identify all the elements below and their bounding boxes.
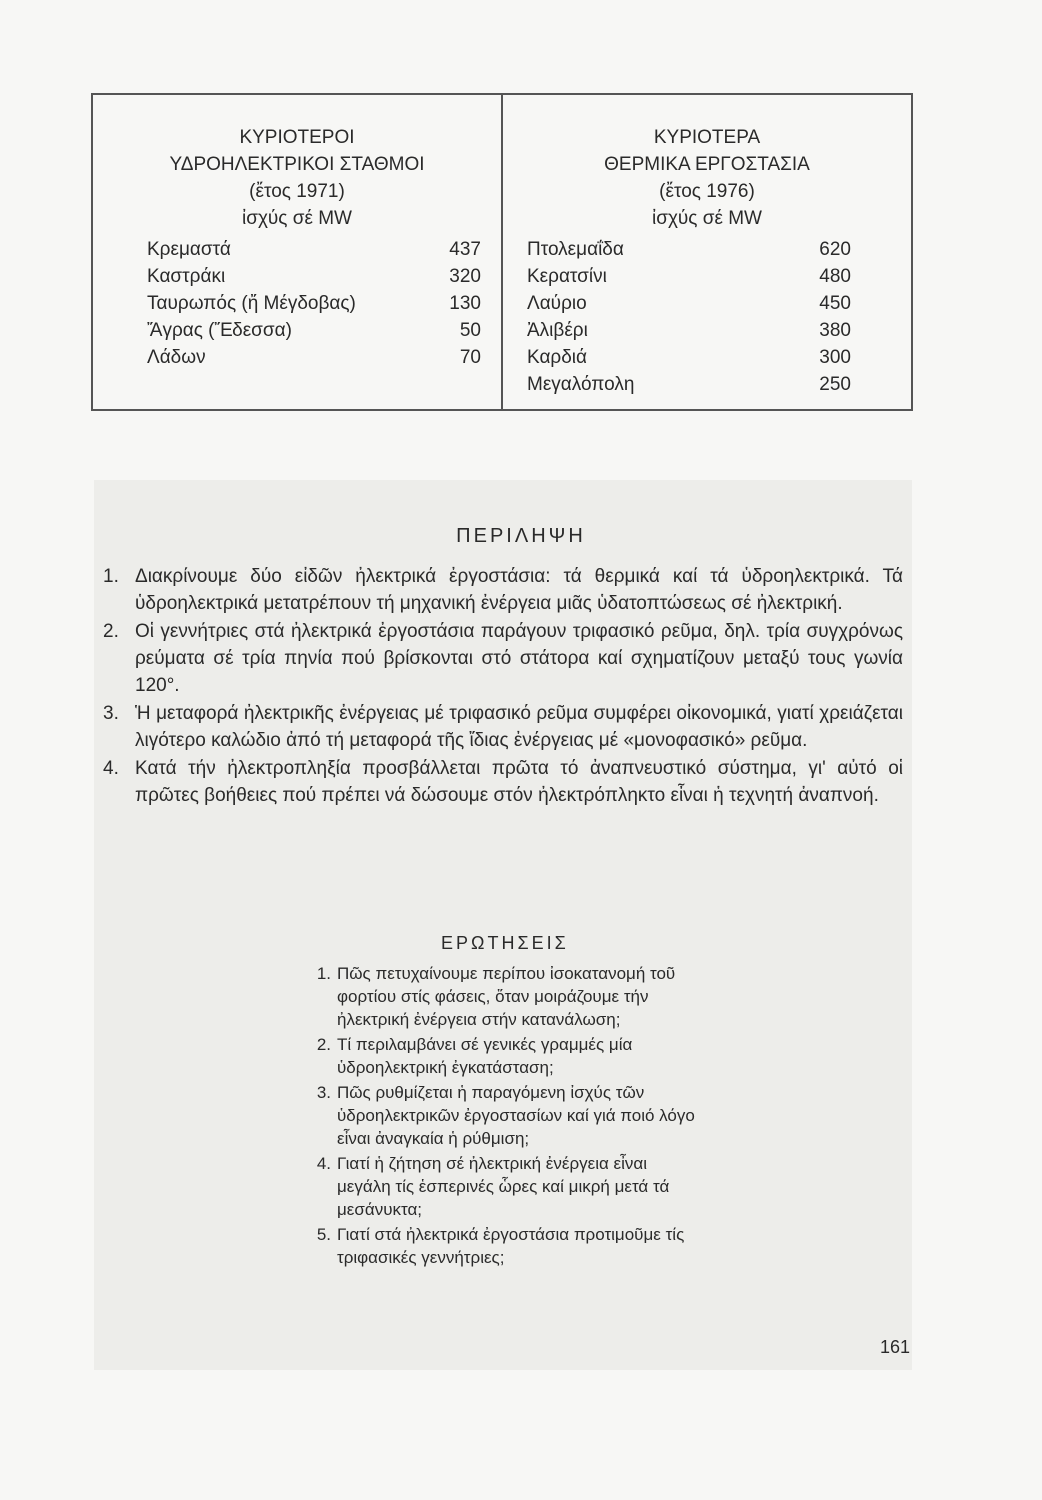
thermal-title-line: ΚΥΡΙΟΤΕΡΑ bbox=[653, 127, 761, 148]
questions-list bbox=[300, 962, 695, 1271]
question-text: Πῶς ρυθμίζεται ἡ παραγόμενη ἰσχύς τῶν ὑδροηλεκτρικῶν ἐργοστασίων καί γιά ποιό λόγο εἶναι ἀναγκαία ἡ ρύθμιση; bbox=[337, 1083, 695, 1148]
item-text: Οἱ γεννήτριες στά ἠλεκτρικά ἐργοστάσια παράγουν τριφασικό ρεῦμα, δηλ. τρία συγχρόνως ρεύματα σέ τρία πηνία πού βρίσκονται στό στάτορα καί σχηματίζουν μεταξύ τους γωνία 120°. bbox=[135, 621, 903, 696]
hydro-stations-column bbox=[93, 95, 503, 409]
plant-power: 250 bbox=[819, 374, 851, 395]
plant-power: 450 bbox=[819, 293, 851, 314]
question-text: Πῶς πετυχαίνουμε περίπου ἰσοκατανομή τοῦ φορτίου στίς φάσεις, ὅταν μοιράζουμε τήν ἠλεκτρική ἐνέργεια στήν κατανάλωση; bbox=[337, 964, 676, 1029]
list-item bbox=[103, 618, 903, 699]
questions-heading: ΕΡΩΤΗΣΕΙΣ bbox=[441, 933, 569, 953]
table-row bbox=[527, 236, 851, 263]
list-item bbox=[300, 1223, 695, 1269]
table-row bbox=[527, 344, 851, 371]
list-item bbox=[300, 1081, 695, 1150]
page-number: 161 bbox=[880, 1337, 911, 1357]
station-name: Λάδων bbox=[147, 347, 206, 368]
thermal-plants-column bbox=[503, 95, 911, 409]
table-row bbox=[147, 344, 481, 371]
thermal-header bbox=[503, 124, 911, 232]
plant-name: Καρδιά bbox=[527, 347, 588, 368]
table-row bbox=[147, 236, 481, 263]
plant-power: 480 bbox=[819, 266, 851, 287]
summary-heading: ΠΕΡΙΛΗΨΗ bbox=[456, 525, 586, 547]
question-number: 2. bbox=[316, 1035, 331, 1054]
table-row bbox=[527, 290, 851, 317]
hydro-title-line: ΥΔΡΟΗΛΕΚΤΡΙΚΟΙ ΣΤΑΘΜΟΙ bbox=[169, 154, 425, 175]
station-name: Ἄγρας (Ἔδεσσα) bbox=[147, 320, 292, 341]
question-text: Γιατί ἡ ζήτηση σέ ἠλεκτρική ἐνέργεια εἶναι μεγάλη τίς ἑσπερινές ὧρες καί μικρή μετά τά μεσάνυκτα; bbox=[337, 1154, 670, 1219]
list-item bbox=[103, 755, 903, 809]
station-name: Κρεμαστά bbox=[147, 239, 231, 260]
hydro-header bbox=[93, 124, 501, 232]
station-name: Καστράκι bbox=[147, 266, 226, 287]
thermal-title-line: ἰσχύς σέ MW bbox=[652, 208, 762, 229]
item-text: Διακρίνουμε δύο εἰδῶν ἠλεκτρικά ἐργοστάσια: τά θερμικά καί τά ὑδροηλεκτρικά. Τά ὑδροηλεκτρικά μετατρέπουν τή μηχανική ἐνέργεια μιᾶς ὑδατοπτώσεως σέ ἠλεκτρική. bbox=[135, 566, 903, 614]
question-number: 1. bbox=[316, 964, 331, 983]
plant-power: 620 bbox=[819, 239, 851, 260]
item-text: Κατά τήν ἠλεκτροπληξία προσβάλλεται πρῶτα τό ἀναπνευστικό σύστημα, γι' αὐτό οἱ πρῶτες βοήθειες πού πρέπει νά δώσουμε στόν ἠλεκτρόπληκτο εἶναι ἡ τεχνητή ἀναπνοή. bbox=[135, 758, 903, 806]
list-item bbox=[300, 1152, 695, 1221]
question-number: 5. bbox=[316, 1225, 331, 1244]
hydro-title-line: (ἔτος 1971) bbox=[249, 181, 345, 202]
table-row bbox=[147, 317, 481, 344]
station-power: 70 bbox=[459, 347, 481, 368]
station-power: 437 bbox=[449, 239, 481, 260]
item-number: 3. bbox=[103, 703, 119, 724]
power-stations-table bbox=[91, 93, 913, 411]
table-row bbox=[147, 290, 481, 317]
hydro-title-line: ΚΥΡΙΟΤΕΡΟΙ bbox=[239, 127, 355, 148]
station-power: 320 bbox=[449, 266, 481, 287]
station-name: Ταυρωπός (ἤ Μέγδοβας) bbox=[147, 293, 356, 314]
plant-name: Λαύριο bbox=[527, 293, 587, 314]
item-number: 2. bbox=[103, 621, 119, 642]
item-number: 4. bbox=[103, 758, 119, 779]
plant-name: Κερατσίνι bbox=[527, 266, 607, 287]
plant-power: 380 bbox=[819, 320, 851, 341]
list-item bbox=[103, 700, 903, 754]
plant-name: Μεγαλόπολη bbox=[527, 374, 635, 395]
plant-power: 300 bbox=[819, 347, 851, 368]
thermal-title-line: ΘΕΡΜΙΚΑ ΕΡΓΟΣΤΑΣΙΑ bbox=[604, 154, 810, 175]
list-item bbox=[103, 563, 903, 617]
table-row bbox=[527, 317, 851, 344]
item-number: 1. bbox=[103, 566, 119, 587]
hydro-title-line: ἰσχύς σέ MW bbox=[242, 208, 352, 229]
thermal-title-line: (ἔτος 1976) bbox=[659, 181, 755, 202]
list-item bbox=[300, 1033, 695, 1079]
question-number: 4. bbox=[316, 1154, 331, 1173]
table-row bbox=[527, 371, 851, 398]
plant-name: Ἀλιβέρι bbox=[527, 320, 588, 341]
plant-name: Πτολεμαΐδα bbox=[527, 239, 624, 260]
question-text: Τί περιλαμβάνει σέ γενικές γραμμές μία ὑδροηλεκτρική ἐγκατάσταση; bbox=[337, 1035, 633, 1077]
station-power: 130 bbox=[449, 293, 481, 314]
table-row bbox=[527, 263, 851, 290]
item-text: Ἡ μεταφορά ἠλεκτρικῆς ἐνέργειας μέ τριφασικό ρεῦμα συμφέρει οἰκονομικά, γιατί χρειάζεται λιγότερο καλώδιο ἀπό τή μεταφορά τῆς ἴδιας ἐνέργειας μέ «μονοφασικό» ρεῦμα. bbox=[135, 703, 903, 751]
question-text: Γιατί στά ἠλεκτρικά ἐργοστάσια προτιμοῦμε τίς τριφασικές γεννήτριες; bbox=[337, 1225, 685, 1267]
station-power: 50 bbox=[459, 320, 481, 341]
table-row bbox=[147, 263, 481, 290]
question-number: 3. bbox=[316, 1083, 331, 1102]
list-item bbox=[300, 962, 695, 1031]
summary-list bbox=[103, 563, 903, 810]
